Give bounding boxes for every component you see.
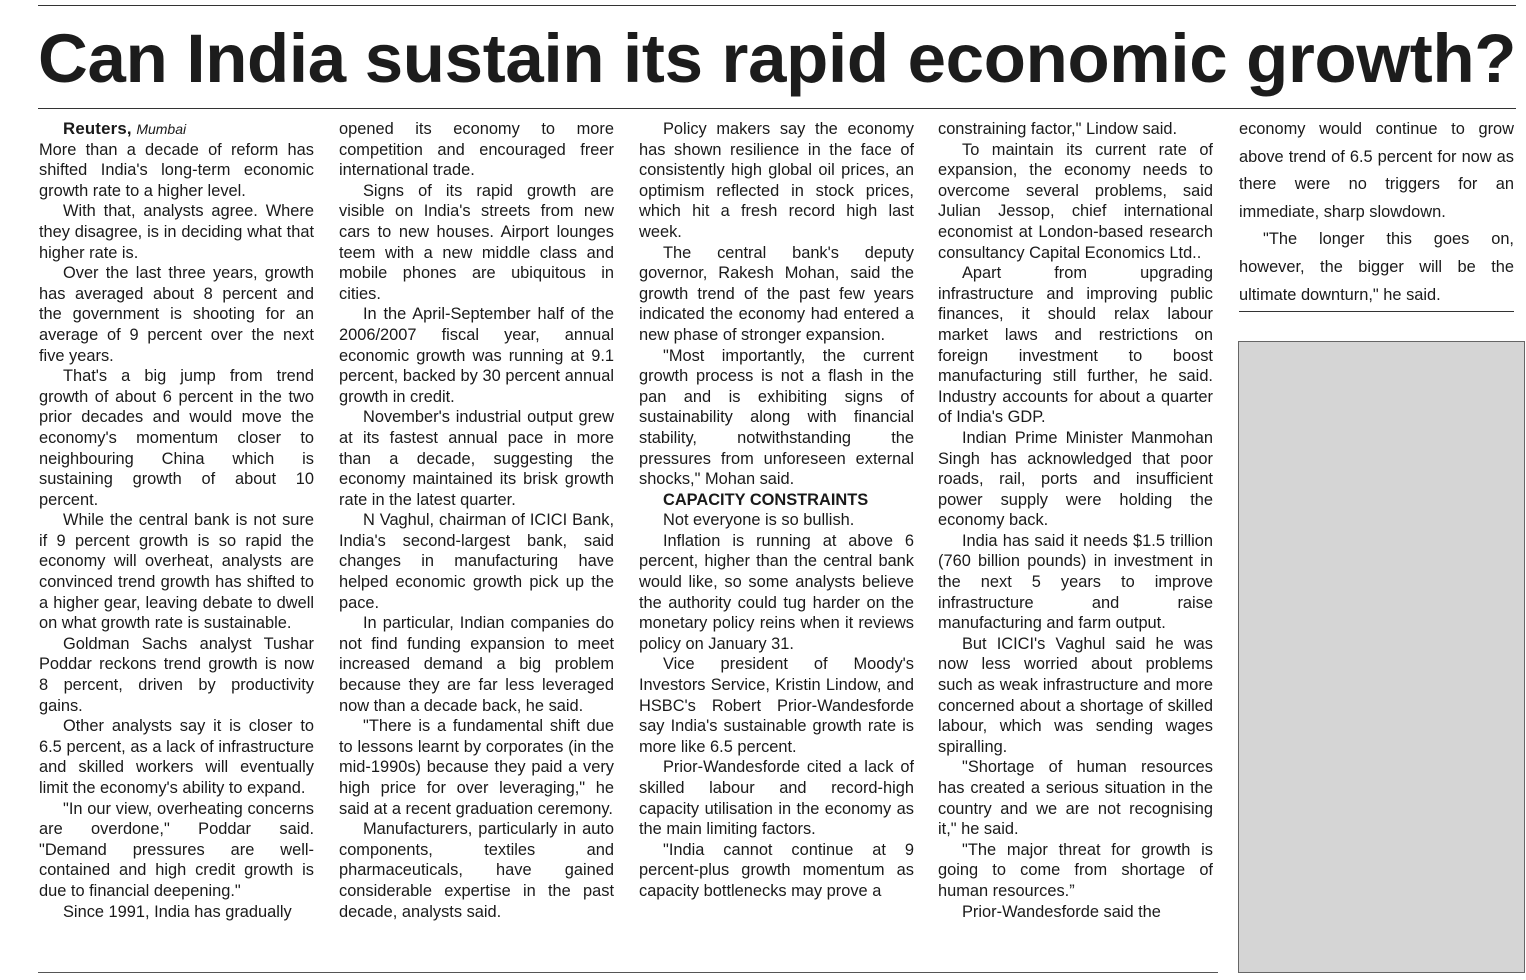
paragraph: Manufacturers, particularly in auto components, textiles and pharmaceuticals, have gained considerable expertise in the past decade, analysts said. — [339, 820, 614, 921]
paragraph: N Vaghul, chairman of ICICI Bank, India's second-largest bank, said changes in manufacturing have helped economic growth pick up the pace. — [339, 511, 614, 612]
paragraph: "The longer this goes on, however, the bigger will be the ultimate downturn," he said. — [1239, 230, 1514, 304]
article-column-4 — [938, 119, 1213, 922]
paragraph: Prior-Wandesforde cited a lack of skilled labour and record-high capacity utilisation in the economy as the main limiting factors. — [639, 758, 914, 839]
paragraph: In particular, Indian companies do not find funding expansion to meet increased demand a big problem because they are far less leveraged now than a decade back, he said. — [339, 614, 614, 715]
bottom-rule — [38, 972, 1218, 973]
byline-city: Mumbai — [136, 121, 187, 137]
paragraph: Not everyone is so bullish. — [663, 511, 855, 530]
paragraph: Since 1991, India has gradually — [63, 902, 292, 921]
paragraph: But ICICI's Vaghul said he was now less worried about problems such as weak infrastructure and more concerned about a shortage of skilled labour, which was sending wages spiralling. — [938, 634, 1213, 756]
article-column-5 — [1239, 116, 1514, 309]
paragraph: Indian Prime Minister Manmohan Singh has acknowledged that poor roads, rail, ports and insufficient power supply were holding the economy back. — [938, 428, 1213, 530]
paragraph: The central bank's deputy governor, Rakesh Mohan, said the growth trend of the past few years indicated the economy had entered a new phase of stronger expansion. — [639, 243, 914, 344]
paragraph: With that, analysts agree. Where they disagree, is in deciding what that higher rate is. — [39, 202, 314, 262]
paragraph: That's a big jump from trend growth of about 6 percent in the two prior decades and would move the economy's momentum closer to neighbouring China which is sustaining growth of about 10 percent. — [39, 367, 314, 509]
paragraph: "Most importantly, the current growth process is not a flash in the pan and is exhibiting signs of sustainability along with financial stability, notwithstanding the pressures from unforeseen external shocks," Mohan said. — [639, 346, 914, 489]
paragraph: "The major threat for growth is going to come from shortage of human resources.” — [938, 840, 1213, 900]
paragraph: More than a decade of reform has shifted India's long-term economic growth rate to a higher level. — [39, 140, 314, 200]
paragraph: economy would continue to grow above trend of 6.5 percent for now as there were no triggers for an immediate, sharp slowdown. — [1239, 120, 1514, 221]
paragraph: Other analysts say it is closer to 6.5 percent, as a lack of infrastructure and skilled workers will eventually limit the economy's ability to expand. — [39, 717, 314, 797]
paragraph: Prior-Wandesforde said the — [962, 902, 1161, 921]
paragraph: November's industrial output grew at its fastest annual pace in more than a decade, suggesting the economy maintained its brisk growth rate in the latest quarter. — [339, 408, 614, 509]
paragraph: To maintain its current rate of expansion, the economy needs to overcome several problems, said Julian Jessop, chief international economist at London-based research consultancy Capital Economics Ltd.. — [938, 140, 1213, 262]
paragraph: opened its economy to more competition and encouraged freer international trade. — [339, 120, 614, 180]
column-end-rule — [1239, 311, 1514, 312]
article-column-3 — [639, 119, 914, 902]
top-rule — [38, 5, 1516, 6]
paragraph: In the April-September half of the 2006/2007 fiscal year, annual economic growth was running at 9.1 percent, backed by 30 percent annual growth in credit. — [339, 305, 614, 406]
paragraph: Apart from upgrading infrastructure and improving public finances, it should relax labour market laws and restrictions on foreign investment to boost manufacturing still further, he said. Industry accounts for about a quarter of India's GDP. — [938, 264, 1213, 427]
paragraph: "There is a fundamental shift due to lessons learnt by corporates (in the mid-1990s) because they paid a very high price for over leveraging," he said at a recent graduation ceremony. — [339, 717, 614, 818]
headline: Can India sustain its rapid economic growth? — [38, 20, 1517, 97]
headline-rule — [38, 108, 1516, 109]
paragraph: "India cannot continue at 9 percent-plus growth momentum as capacity bottlenecks may prove a — [639, 840, 914, 900]
paragraph: Goldman Sachs analyst Tushar Poddar reckons trend growth is now 8 percent, driven by productivity gains. — [39, 634, 314, 715]
paragraph: constraining factor," Lindow said. — [938, 120, 1178, 138]
byline — [39, 119, 314, 140]
article-column-1 — [39, 119, 314, 922]
paragraph: India has said it needs $1.5 trillion (760 billion pounds) in investment in the next 5 years to improve infrastructure and raise manufacturing and farm output. — [938, 531, 1213, 633]
paragraph: Inflation is running at above 6 percent, higher than the central bank would like, so some analysts believe the authority could tug harder on the monetary policy reins when it reviews policy on January 31. — [639, 531, 914, 653]
paragraph: Vice president of Moody's Investors Service, Kristin Lindow, and HSBC's Robert Prior-Wandesforde say India's sustainable growth rate is more like 6.5 percent. — [639, 655, 914, 756]
paragraph: Over the last three years, growth has averaged about 8 percent and the government is shooting for an average of 9 percent over the next five years. — [39, 264, 314, 365]
article-column-2 — [339, 119, 614, 922]
paragraph: "Shortage of human resources has created a serious situation in the country and we are not recognising it," he said. — [938, 758, 1213, 839]
advertisement-placeholder — [1238, 341, 1525, 973]
section-subhead: CAPACITY CONSTRAINTS — [663, 490, 869, 509]
paragraph: "In our view, overheating concerns are overdone," Poddar said. "Demand pressures are well-contained and high credit growth is due to financial deepening." — [39, 799, 314, 900]
paragraph: While the central bank is not sure if 9 percent growth is so rapid the economy will overheat, analysts are convinced trend growth has shifted to a higher gear, leaving debate to dwell on what growth rate is sustainable. — [39, 511, 314, 633]
paragraph: Policy makers say the economy has shown resilience in the face of consistently high global oil prices, an optimism reflected in stock prices, which hit a fresh record high last week. — [639, 120, 914, 241]
paragraph: Signs of its rapid growth are visible on India's streets from new cars to new houses. Airport lounges teem with a new middle class and mobile phones are ubiquitous in cities. — [339, 181, 614, 303]
byline-agency: Reuters, — [63, 119, 132, 138]
